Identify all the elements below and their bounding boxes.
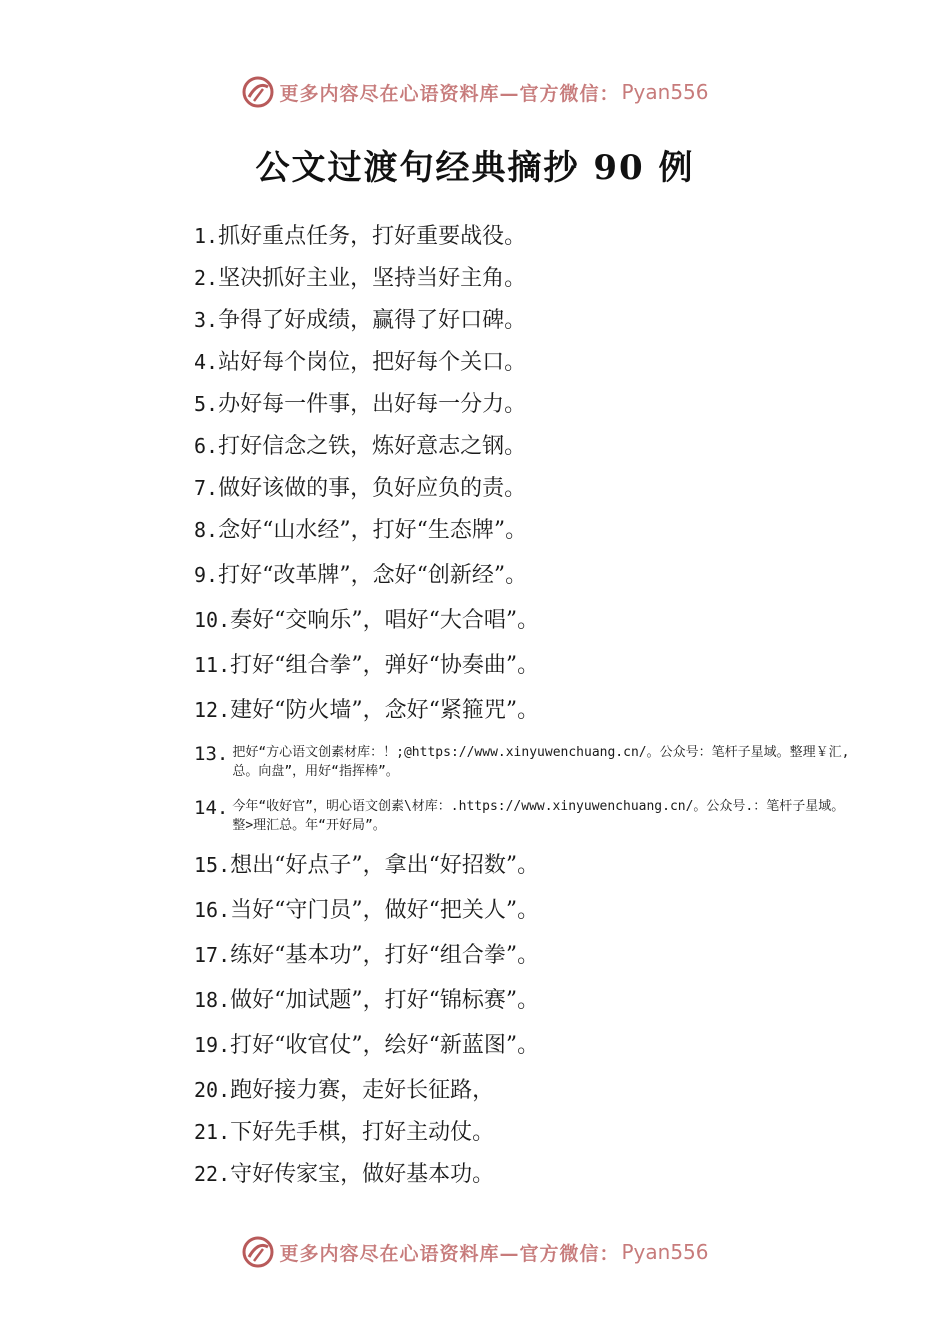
list-item: [194, 264, 854, 293]
item-number: 20.: [194, 1078, 231, 1102]
item-number: 7.: [194, 476, 219, 500]
item-text: 守好传家宝，做好基本功。: [230, 1162, 495, 1187]
list-item: [194, 1160, 854, 1189]
item-text: 把好“方心语文创素材库：！;@https://www.xinyuwenchuang.cn/。公众号：笔杆子星域。整理￥汇,总。向盘”，用好“指挥棒”。: [232, 745, 850, 779]
list-item: [194, 516, 854, 545]
item-number: 1.: [194, 224, 219, 248]
item-number: 17.: [194, 943, 231, 967]
item-text: 打好“组合拳”，弹好“协奏曲”。: [230, 653, 540, 678]
item-number: 11.: [194, 653, 231, 677]
list-item: [194, 606, 854, 635]
item-number: 3.: [194, 308, 219, 332]
item-number: 15.: [194, 853, 231, 877]
list-item: [194, 390, 854, 419]
item-number: 8.: [194, 518, 219, 542]
list-item: [194, 1118, 854, 1147]
banner-wechat-id: Pyan556: [621, 1240, 709, 1264]
banner-wechat-id: Pyan556: [621, 80, 709, 104]
list-item: [194, 986, 854, 1015]
item-text: 想出“好点子”，拿出“好招数”。: [230, 853, 540, 878]
item-number: 22.: [194, 1162, 231, 1186]
item-text: 练好“基本功”，打好“组合拳”。: [230, 943, 540, 968]
item-text: 做好“加试题”，打好“锦标赛”。: [230, 988, 540, 1013]
list-item: [194, 896, 854, 925]
item-text: 建好“防火墙”，念好“紧箍咒”。: [230, 698, 540, 723]
logo-icon: [241, 1235, 275, 1269]
header-banner: [0, 72, 950, 112]
item-number: 16.: [194, 898, 231, 922]
item-number: 6.: [194, 434, 219, 458]
list-item: [194, 696, 854, 725]
item-number: 12.: [194, 698, 231, 722]
list-item: [194, 432, 854, 461]
item-text: 做好该做的事，负好应负的责。: [218, 476, 527, 501]
sentence-list: [194, 222, 854, 1189]
list-item: [194, 795, 854, 835]
item-text: 坚决抓好主业，坚持当好主角。: [218, 266, 527, 291]
list-item: [194, 306, 854, 335]
item-number: 9.: [194, 563, 219, 587]
item-text: 下好先手棋，打好主动仗。: [230, 1120, 495, 1145]
item-text: 打好“收官仗”，绘好“新蓝图”。: [230, 1033, 540, 1058]
item-number: 13.: [194, 743, 229, 765]
item-text: 今年“收好官”，明心语文创素\材库：.https://www.xinyuwenchuang.cn/。公众号.：笔杆子星域。整>理汇总。年“开好局”。: [232, 799, 845, 833]
list-item: [194, 348, 854, 377]
banner-text: 更多内容尽在心语资料库—官方微信：: [279, 1242, 620, 1265]
footer-banner: [0, 1232, 950, 1272]
item-number: 5.: [194, 392, 219, 416]
list-item: [194, 941, 854, 970]
item-text: 奏好“交响乐”，唱好“大合唱”。: [230, 608, 540, 633]
page-title: 公文过渡句经典摘抄 90 例: [255, 148, 695, 188]
item-text: 抓好重点任务，打好重要战役。: [218, 224, 527, 249]
list-item: [194, 1076, 854, 1105]
item-text: 跑好接力赛，走好长征路，: [230, 1078, 495, 1103]
item-number: 19.: [194, 1033, 231, 1057]
list-item: [194, 222, 854, 251]
list-item: [194, 851, 854, 880]
item-number: 21.: [194, 1120, 231, 1144]
item-text: 打好信念之铁，炼好意志之钢。: [218, 434, 527, 459]
list-item: [194, 474, 854, 503]
item-text: 站好每个岗位，把好每个关口。: [218, 350, 527, 375]
item-text: 办好每一件事，出好每一分力。: [218, 392, 527, 417]
item-number: 4.: [194, 350, 219, 374]
item-text: 当好“守门员”，做好“把关人”。: [230, 898, 540, 923]
list-item: [194, 561, 854, 590]
item-text: 念好“山水经”，打好“生态牌”。: [218, 518, 528, 543]
item-number: 2.: [194, 266, 219, 290]
list-item: [194, 651, 854, 680]
item-text: 打好“改革牌”，念好“创新经”。: [218, 563, 528, 588]
list-item: [194, 741, 854, 781]
banner-text: 更多内容尽在心语资料库—官方微信：: [279, 82, 620, 105]
item-number: 10.: [194, 608, 231, 632]
item-text: 争得了好成绩，赢得了好口碑。: [218, 308, 527, 333]
logo-icon: [241, 75, 275, 109]
item-number: 18.: [194, 988, 231, 1012]
list-item: [194, 1031, 854, 1060]
item-number: 14.: [194, 797, 229, 819]
